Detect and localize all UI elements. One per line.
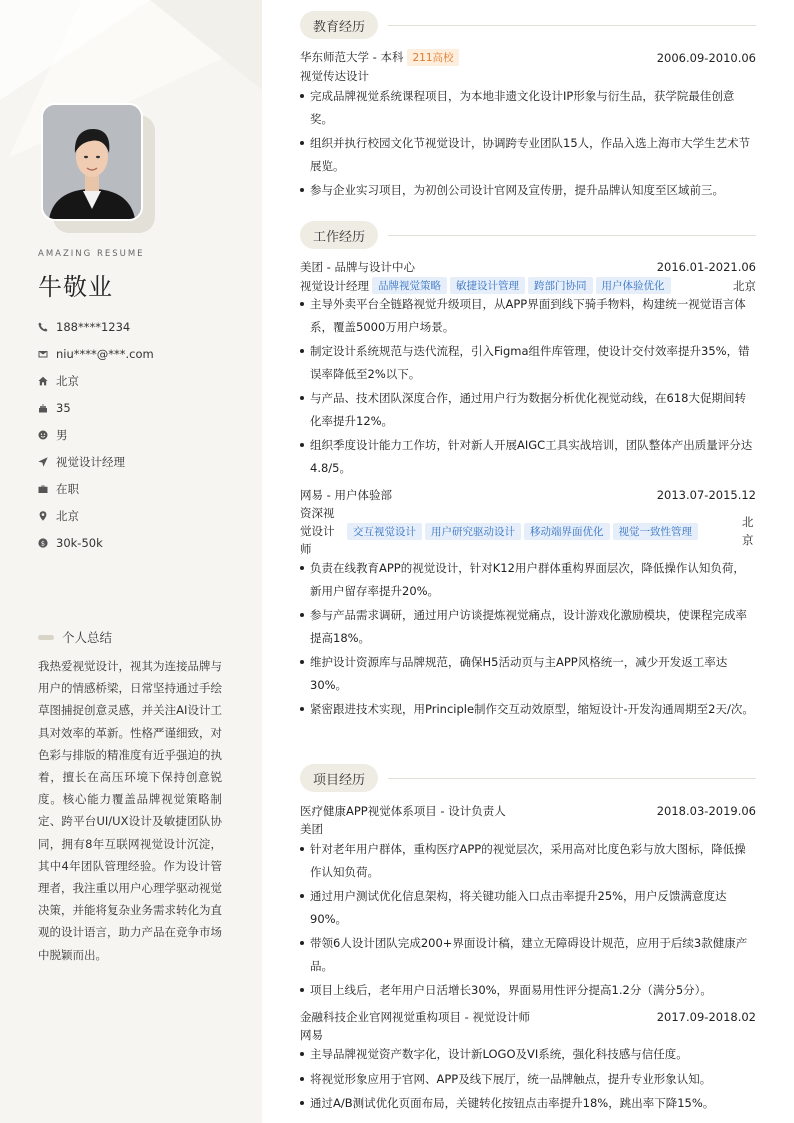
briefcase-icon: [38, 484, 48, 494]
summary-text: 我热爱视觉设计，视其为连接品牌与用户的情感桥梁，日常坚持通过手绘草图捕捉创意灵感，并关注AI设计工具对效率的革新。性格严谨细致，对色彩与排版的精准度有近乎强迫的执着，擅长在高压环境下保持创意锐度。核心能力覆盖品牌视觉策略制定、跨平台UI/UX设计及敏捷团队协同，拥有8年互联网视觉设计沉淀，其中4年团队管理经验。作为设计管理者，我注重以用户心理学驱动视觉决策，并能将复杂业务需求转化为直观的设计语言，助力产品在竞争市场中脱颖而出。: [38, 659, 222, 962]
job-date: 2016.01-2021.06: [656, 260, 756, 274]
job-header-row: [300, 487, 756, 503]
salary-text: 30k-50k: [56, 535, 103, 550]
skill-tag: 品牌视觉策略: [372, 277, 447, 294]
info-status: [38, 475, 154, 502]
education-section-header: [300, 11, 756, 39]
profile-photo: [41, 103, 143, 221]
resume-tagline: AMAZING RESUME: [38, 249, 145, 259]
section-divider: [388, 25, 756, 26]
contact-info-list: [38, 313, 154, 556]
svg-text:$: $: [40, 538, 46, 547]
job-bullets: [300, 293, 756, 481]
project-name: 金融科技企业官网视觉重构项目 - 视觉设计师: [300, 1010, 530, 1024]
location-text: 北京: [56, 508, 79, 523]
job-date: 2013.07-2015.12: [656, 488, 756, 502]
cake-icon: [38, 403, 48, 413]
project-section-header: [300, 764, 756, 792]
summary-title-text: 个人总结: [62, 630, 113, 645]
list-item: 参与企业实习项目，为初创公司设计官网及宣传册，提升品牌认知度至区域前三。: [300, 179, 756, 202]
list-item: 通过A/B测试优化页面布局，关键转化按钮点击率提升18%，跳出率下降15%。: [300, 1092, 756, 1115]
section-divider: [388, 235, 756, 236]
education-major: 视觉传达设计: [300, 69, 369, 83]
skill-tag: 跨部门协同: [528, 277, 593, 294]
education-date: 2006.09-2010.06: [656, 50, 756, 65]
list-item: 组织并执行校园文化节视觉设计，协调跨专业团队15人，作品入选上海市大学生艺术节展览。: [300, 132, 756, 177]
job-role: 视觉设计经理: [300, 278, 369, 293]
info-position: [38, 448, 154, 475]
school-name: 华东师范大学 - 本科: [300, 50, 404, 64]
mail-icon: [38, 349, 48, 359]
list-item: 针对老年用户群体，重构医疗APP的视觉层次，采用高对比度色彩与放大图标，降低操作认知负荷。: [300, 838, 756, 883]
gender-text: 男: [56, 427, 68, 442]
list-item: 维护设计资源库与品牌规范，确保H5活动页与主APP风格统一，减少开发返工率达30%。: [300, 651, 756, 696]
education-school-line: [300, 49, 459, 66]
info-email: [38, 340, 154, 367]
job-bullets: [300, 557, 756, 723]
age-text: 35: [56, 400, 71, 415]
sidebar: [0, 0, 262, 1123]
info-phone: [38, 313, 154, 340]
job-role-row: [300, 277, 756, 294]
summary-heading: [38, 628, 112, 646]
education-header-row: [300, 49, 756, 66]
project-org: 美团: [300, 822, 323, 836]
phone-icon: [38, 322, 48, 332]
project-header-row: [300, 803, 756, 819]
job-company: 美团 - 品牌与设计中心: [300, 260, 415, 274]
education-title: 教育经历: [300, 11, 378, 39]
list-item: 参与产品需求调研，通过用户访谈提炼视觉痛点，设计游戏化激励模块，使课程完成率提高18%。: [300, 604, 756, 649]
project-date: 2017.09-2018.02: [656, 1010, 756, 1024]
city-text: 北京: [56, 373, 79, 388]
position-text: 视觉设计经理: [56, 454, 125, 469]
list-item: 与产品、技术团队深度合作，通过用户行为数据分析优化视觉动线，在618大促期间转化率提升12%。: [300, 387, 756, 432]
email-text: niu****@***.com: [56, 346, 154, 361]
section-divider: [388, 778, 756, 779]
info-location: [38, 502, 154, 529]
list-item: 组织季度设计能力工作坊，针对新人开展AIGC工具实战培训，团队整体产出质量评分达4.8/5。: [300, 434, 756, 479]
send-icon: [38, 457, 48, 467]
portrait-illustration: [43, 105, 141, 219]
work-section-header: [300, 221, 756, 249]
location-icon: [38, 511, 48, 521]
job-role-row: [300, 504, 756, 558]
skill-tag: 移动端界面优化: [524, 523, 610, 540]
candidate-name: 牛敬业: [38, 273, 113, 301]
status-text: 在职: [56, 481, 79, 496]
project-header-row: [300, 1009, 756, 1025]
job-header-row: [300, 259, 756, 275]
money-icon: [38, 538, 48, 548]
job-location: 北京: [742, 515, 754, 547]
list-item: 主导外卖平台全链路视觉升级项目，从APP界面到线下骑手物料，构建统一视觉语言体系，覆盖5000万用户场景。: [300, 293, 756, 338]
gender-icon: [38, 430, 48, 440]
list-item: 紧密跟进技术实现，用Principle制作交互动效原型，缩短设计-开发沟通周期至2天/次。: [300, 698, 756, 721]
heading-bar: [38, 635, 54, 640]
list-item: 负责在线教育APP的视觉设计，针对K12用户群体重构界面层次，降低操作认知负荷，新用户留存率提升20%。: [300, 557, 756, 602]
job-company: 网易 - 用户体验部: [300, 488, 392, 502]
list-item: 完成品牌视觉系统课程项目，为本地非遗文化设计IP形象与衍生品，获学院最佳创意奖。: [300, 85, 756, 130]
project-org: 网易: [300, 1028, 323, 1042]
project-title: 项目经历: [300, 764, 378, 792]
phone-text: 188****1234: [56, 319, 131, 334]
skill-tag: 敏捷设计管理: [450, 277, 525, 294]
info-city: [38, 367, 154, 394]
job-role: 资深视觉设计师: [300, 506, 335, 556]
home-icon: [38, 376, 48, 386]
info-salary: [38, 529, 154, 556]
skill-tag: 视觉一致性管理: [613, 523, 699, 540]
list-item: 主导品牌视觉资产数字化，设计新LOGO及VI系统，强化科技感与信任度。: [300, 1043, 756, 1066]
school-badge: 211高校: [407, 49, 458, 66]
project-date: 2018.03-2019.06: [656, 804, 756, 818]
education-bullets: [300, 85, 756, 204]
skill-tag: 交互视觉设计: [347, 523, 422, 540]
info-age: [38, 394, 154, 421]
profile-photo-frame: [41, 103, 143, 221]
skill-tag: 用户体验优化: [596, 277, 671, 294]
project-bullets: [300, 838, 756, 1004]
work-title: 工作经历: [300, 221, 378, 249]
list-item: 将视觉形象应用于官网、APP及线下展厅，统一品牌触点，提升专业形象认知。: [300, 1068, 756, 1091]
list-item: 带领6人设计团队完成200+界面设计稿，建立无障碍设计规范，应用于后续3款健康产品。: [300, 932, 756, 977]
project-bullets: [300, 1043, 756, 1117]
list-item: 制定设计系统规范与迭代流程，引入Figma组件库管理，使设计交付效率提升35%，错误率降低至2%以下。: [300, 340, 756, 385]
skill-tag: 用户研究驱动设计: [425, 523, 521, 540]
info-gender: [38, 421, 154, 448]
project-name: 医疗健康APP视觉体系项目 - 设计负责人: [300, 804, 506, 818]
list-item: 通过用户测试优化信息架构，将关键功能入口点击率提升25%，用户反馈满意度达90%。: [300, 885, 756, 930]
job-location: 北京: [733, 278, 756, 293]
list-item: 项目上线后，老年用户日活增长30%，界面易用性评分提高1.2分（满分5分）。: [300, 979, 756, 1002]
